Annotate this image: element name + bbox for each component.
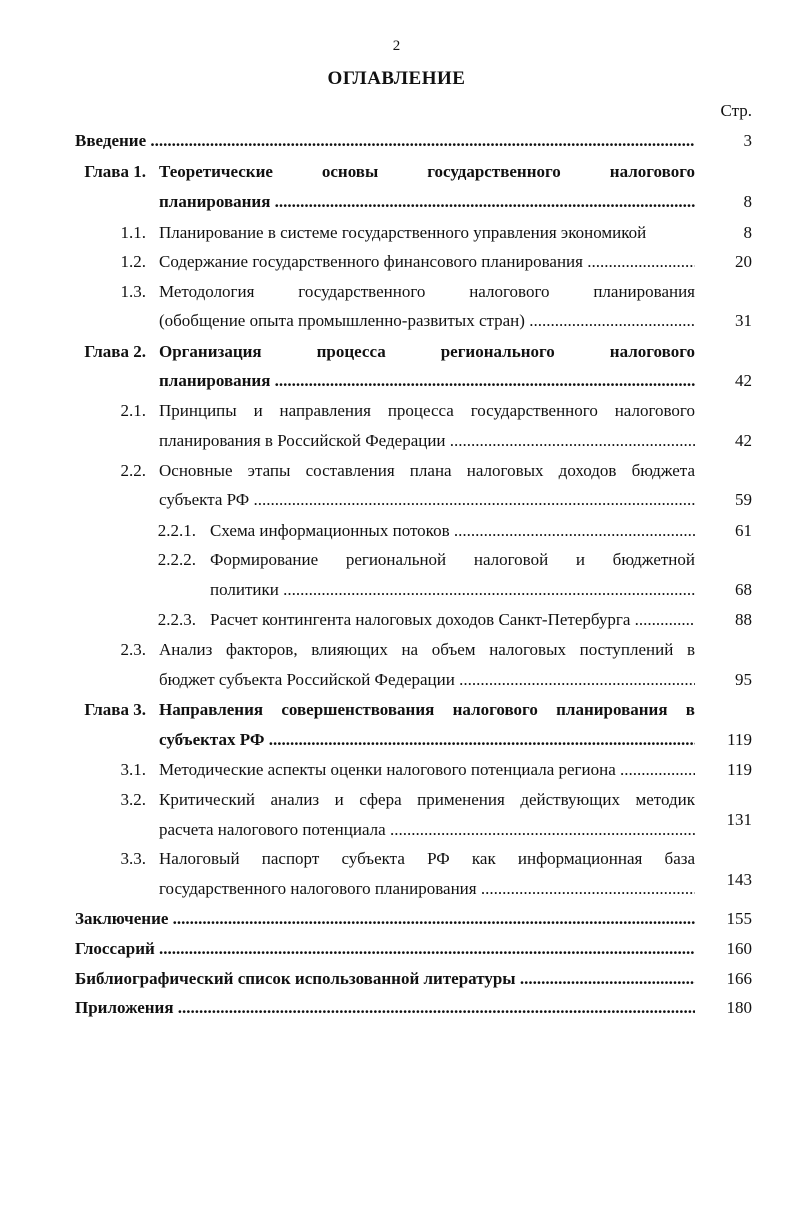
toc-entry-label: Глава 3. (84, 700, 146, 719)
toc-entry-page: 42 (735, 431, 752, 450)
toc-entry-text: Введение ..... (75, 127, 695, 155)
toc-entry-label: 3.2. (120, 790, 146, 809)
toc-entry-label: Глава 2. (84, 342, 146, 361)
toc-entry-text-line2: (обобщение опыта промышленно-развитых стран) ..... (159, 307, 695, 335)
toc-entry-page: 95 (735, 670, 752, 689)
toc-entry-label: 2.2.3. (157, 610, 196, 629)
toc-entry-text-line2: государственного налогового планирования ..... (159, 875, 695, 903)
toc-entry-text-line2: политики ..... (210, 576, 695, 604)
toc-entry-page: 119 (727, 760, 752, 779)
toc-entry-page: 88 (735, 610, 752, 629)
toc-entry-page: 155 (726, 909, 752, 928)
toc-entry-text-line1: Анализ факторов, влияющих на объем налоговых поступлений в (159, 640, 695, 659)
toc-entry-text-line1: Методология государственного налогового планирования (159, 282, 695, 301)
toc-entry-text-line2: субъекта РФ ..... (159, 486, 695, 514)
toc-entry-text: Заключение ..... (75, 905, 695, 933)
toc-entry-label: 1.3. (120, 282, 146, 301)
toc-entry-text: Планирование в системе государственного управления экономикой (159, 223, 647, 242)
document-title: ОГЛАВЛЕНИЕ (327, 68, 466, 89)
toc-entry-text: Методические аспекты оценки налогового потенциала региона ..... (159, 756, 695, 784)
toc-entry-text: Расчет контингента налоговых доходов Санкт-Петербурга ..... (210, 606, 695, 634)
toc-entry-text-line2: планирования ..... (159, 367, 695, 395)
toc-entry-label: 1.2. (120, 252, 146, 271)
toc-entry-label: 2.2.1. (157, 521, 196, 540)
toc-entry-text-line2: бюджет субъекта Российской Федерации ..... (159, 666, 695, 694)
toc-entry-label: 2.3. (120, 640, 146, 659)
toc-entry-page: 8 (743, 223, 752, 242)
toc-entry-page: 59 (735, 490, 752, 509)
toc-entry-text: Библиографический список использованной литературы ..... (75, 965, 695, 993)
page-number: 2 (392, 38, 401, 54)
toc-entry-text-line1: Критический анализ и сфера применения действующих методик (159, 790, 695, 809)
toc-entry-page: 119 (727, 730, 752, 749)
toc-entry-label: 2.2.2. (157, 550, 196, 569)
toc-entry-label: 3.3. (120, 849, 146, 868)
page-column-header: Стр. (720, 101, 752, 120)
toc-entry-text: Содержание государственного финансового планирования ..... (159, 248, 695, 276)
toc-entry-text-line1: Организация процесса регионального налогового (159, 342, 695, 361)
toc-entry-page: 143 (726, 870, 752, 889)
toc-entry-page: 20 (735, 252, 752, 271)
toc-entry-page: 166 (726, 969, 752, 988)
toc-entry-label: 2.2. (120, 461, 146, 480)
toc-entry-page: 3 (743, 131, 752, 150)
toc-entry-text: Приложения ..... (75, 994, 695, 1022)
toc-entry-text-line2: субъектах РФ ..... (159, 726, 695, 754)
toc-entry-page: 31 (735, 311, 752, 330)
toc-entry-text-line1: Формирование региональной налоговой и бюджетной (210, 550, 695, 569)
toc-entry-label: Глава 1. (84, 162, 146, 181)
toc-entry-label: 2.1. (120, 401, 146, 420)
toc-entry-text-line1: Основные этапы составления плана налоговых доходов бюджета (159, 461, 695, 480)
toc-entry-text-line1: Налоговый паспорт субъекта РФ как информационная база (159, 849, 695, 868)
toc-entry-page: 61 (735, 521, 752, 540)
toc-entry-text: Схема информационных потоков ..... (210, 517, 695, 545)
toc-entry-page: 160 (726, 939, 752, 958)
toc-entry-page: 8 (743, 192, 752, 211)
toc-entry-text: Глоссарий ..... (75, 935, 695, 963)
toc-entry-page: 131 (726, 810, 752, 829)
toc-entry-text-line2: планирования ..... (159, 188, 695, 216)
toc-entry-text-line1: Принципы и направления процесса государственного налогового (159, 401, 695, 420)
toc-entry-label: 1.1. (120, 223, 146, 242)
toc-entry-page: 68 (735, 580, 752, 599)
toc-entry-text-line1: Теоретические основы государственного налогового (159, 162, 695, 181)
toc-entry-page: 42 (735, 371, 752, 390)
toc-entry-text-line1: Направления совершенствования налогового планирования в (159, 700, 695, 719)
toc-entry-page: 180 (726, 998, 752, 1017)
toc-entry-label: 3.1. (120, 760, 146, 779)
toc-entry-text-line2: планирования в Российской Федерации ..... (159, 427, 695, 455)
toc-entry-text-line2: расчета налогового потенциала ..... (159, 816, 695, 844)
